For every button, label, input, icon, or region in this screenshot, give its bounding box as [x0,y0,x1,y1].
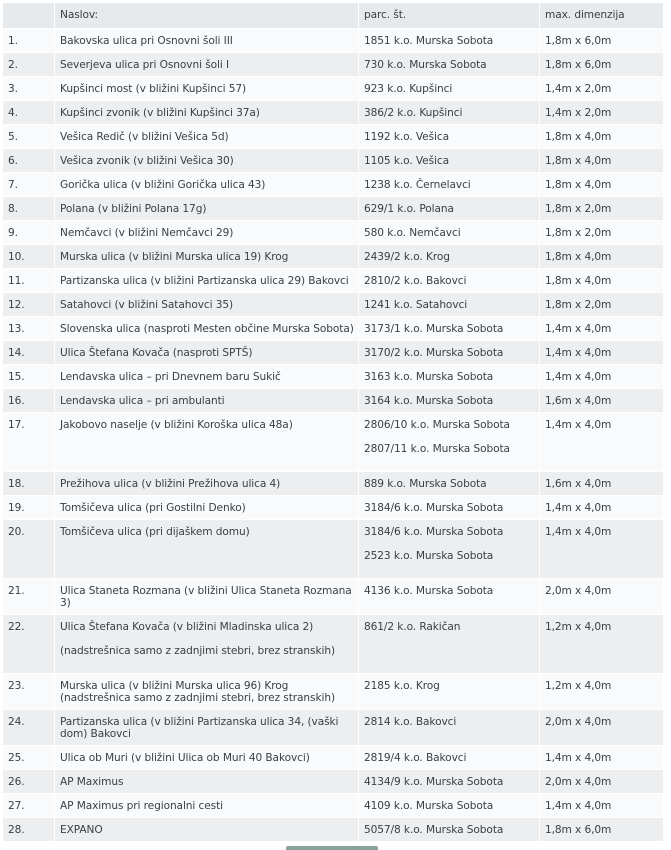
table-row [3,674,664,710]
parcel-line: 1105 k.o. Vešica [364,155,449,167]
parcel-line: 1851 k.o. Murska Sobota [364,35,494,47]
table-row [3,615,664,674]
row-number: 23. [3,674,55,710]
row-parcel [359,149,540,173]
address-line: Ulica Štefana Kovača (v bližini Mladinska ulica 2) [60,621,314,633]
address-line: EXPANO [60,824,103,836]
table-row [3,496,664,520]
address-line: Jakobovo naselje (v bližini Koroška ulica 48a) [60,419,293,431]
table-row [3,173,664,197]
row-dimension: 1,4m x 4,0m [540,496,664,520]
parcel-line: 861/2 k.o. Rakičan [364,621,461,633]
row-address [55,496,359,520]
row-dimension: 1,8m x 4,0m [540,125,664,149]
parcel-line: 2523 k.o. Murska Sobota [364,550,494,562]
row-dimension: 1,8m x 4,0m [540,149,664,173]
row-number: 26. [3,770,55,794]
row-address [55,770,359,794]
row-parcel [359,77,540,101]
row-parcel [359,125,540,149]
row-parcel [359,269,540,293]
row-address [55,197,359,221]
parcel-line: 1241 k.o. Satahovci [364,299,468,311]
address-line: Ulica ob Muri (v bližini Ulica ob Muri 40 Bakovci) [60,752,310,764]
row-number: 13. [3,317,55,341]
table-row [3,29,664,53]
table-row [3,818,664,842]
address-line: Polana (v bližini Polana 17g) [60,203,207,215]
row-dimension: 1,2m x 4,0m [540,674,664,710]
bus-shelter-table [2,2,664,842]
parcel-line: 1238 k.o. Černelavci [364,179,471,191]
row-parcel [359,746,540,770]
row-address [55,53,359,77]
row-number: 11. [3,269,55,293]
row-dimension: 1,4m x 4,0m [540,413,664,472]
row-address [55,818,359,842]
table-row [3,269,664,293]
parcel-line: 4134/9 k.o. Murska Sobota [364,776,504,788]
row-parcel [359,674,540,710]
table-row [3,77,664,101]
row-number: 21. [3,579,55,615]
row-dimension: 1,8m x 4,0m [540,173,664,197]
address-line: Ulica Staneta Rozmana (v bližini Ulica Staneta Rozmana 3) [60,585,352,609]
row-parcel [359,496,540,520]
parcel-line: 2439/2 k.o. Krog [364,251,450,263]
address-line: Partizanska ulica (v bližini Partizanska ulica 29) Bakovci [60,275,349,287]
row-dimension: 1,8m x 2,0m [540,197,664,221]
row-address [55,365,359,389]
row-number: 5. [3,125,55,149]
parcel-line: 2185 k.o. Krog [364,680,440,692]
row-number: 18. [3,472,55,496]
row-dimension: 2,0m x 4,0m [540,710,664,746]
row-parcel [359,818,540,842]
row-dimension: 1,6m x 4,0m [540,472,664,496]
parcel-line: 2810/2 k.o. Bakovci [364,275,467,287]
address-line: Tomšičeva ulica (pri dijaškem domu) [60,526,250,538]
row-dimension: 1,8m x 4,0m [540,245,664,269]
row-address [55,269,359,293]
row-parcel [359,221,540,245]
row-number: 14. [3,341,55,365]
address-line: Tomšičeva ulica (pri Gostilni Denko) [60,502,246,514]
row-dimension: 1,4m x 4,0m [540,520,664,579]
row-dimension: 2,0m x 4,0m [540,579,664,615]
parcel-line: 580 k.o. Nemčavci [364,227,461,239]
row-number: 7. [3,173,55,197]
row-number: 2. [3,53,55,77]
address-line: Kupšinci zvonik (v bližini Kupšinci 37a) [60,107,260,119]
row-address [55,579,359,615]
header-number [3,3,55,29]
address-line: Murska ulica (v bližini Murska ulica 19) Krog [60,251,289,263]
row-address [55,746,359,770]
row-address [55,389,359,413]
row-number: 8. [3,197,55,221]
row-parcel [359,413,540,472]
address-line: Satahovci (v bližini Satahovci 35) [60,299,234,311]
row-number: 9. [3,221,55,245]
row-parcel [359,173,540,197]
row-number: 15. [3,365,55,389]
address-line: Slovenska ulica (nasproti Mesten občine Murska Sobota) [60,323,354,335]
table-header-row [3,3,664,29]
row-address [55,794,359,818]
row-number: 24. [3,710,55,746]
row-dimension: 1,8m x 4,0m [540,269,664,293]
row-dimension: 1,4m x 4,0m [540,341,664,365]
row-address [55,615,359,674]
row-parcel [359,710,540,746]
address-line: Kupšinci most (v bližini Kupšinci 57) [60,83,247,95]
row-number: 17. [3,413,55,472]
parcel-line: 4109 k.o. Murska Sobota [364,800,494,812]
table-row [3,365,664,389]
table-row [3,149,664,173]
row-dimension: 1,8m x 2,0m [540,293,664,317]
address-line: Ulica Štefana Kovača (nasproti SPTŠ) [60,347,253,359]
row-dimension: 1,4m x 4,0m [540,317,664,341]
address-line: Lendavska ulica – pri ambulanti [60,395,225,407]
parcel-line: 3184/6 k.o. Murska Sobota [364,502,504,514]
row-address [55,341,359,365]
row-parcel [359,341,540,365]
header-dimension: max. dimenzija [540,3,664,29]
row-dimension: 1,2m x 4,0m [540,615,664,674]
address-line: Prežihova ulica (v bližini Prežihova ulica 4) [60,478,281,490]
header-address: Naslov: [55,3,359,29]
row-address [55,710,359,746]
address-line: Vešica Redič (v bližini Vešica 5d) [60,131,229,143]
row-number: 22. [3,615,55,674]
parcel-line: 386/2 k.o. Kupšinci [364,107,463,119]
address-line: Murska ulica (v bližini Murska ulica 96) Krog (nadstrešnica samo z zadnjimi stebri, brez stranskih) [60,680,335,704]
row-number: 6. [3,149,55,173]
row-address [55,293,359,317]
row-dimension: 1,4m x 2,0m [540,77,664,101]
table-row [3,101,664,125]
row-dimension: 1,6m x 4,0m [540,389,664,413]
row-number: 27. [3,794,55,818]
parcel-line: 629/1 k.o. Polana [364,203,454,215]
table-row [3,221,664,245]
row-parcel [359,317,540,341]
table-row [3,472,664,496]
parcel-line: 4136 k.o. Murska Sobota [364,585,494,597]
row-parcel [359,197,540,221]
row-dimension: 1,8m x 6,0m [540,53,664,77]
row-number: 16. [3,389,55,413]
parcel-line: 2806/10 k.o. Murska Sobota [364,419,510,431]
row-parcel [359,293,540,317]
table-row [3,197,664,221]
row-number: 19. [3,496,55,520]
table-row [3,520,664,579]
row-address [55,149,359,173]
parcel-line: 2814 k.o. Bakovci [364,716,457,728]
parcel-line: 730 k.o. Murska Sobota [364,59,487,71]
row-address [55,413,359,472]
address-line: AP Maximus pri regionalni cesti [60,800,223,812]
row-address [55,125,359,149]
parcel-line: 3164 k.o. Murska Sobota [364,395,494,407]
table-row [3,413,664,472]
parcel-line: 2819/4 k.o. Bakovci [364,752,467,764]
table-row [3,53,664,77]
row-parcel [359,615,540,674]
row-dimension: 1,8m x 2,0m [540,221,664,245]
address-line: Partizanska ulica (v bližini Partizanska ulica 34, (vaški dom) Bakovci [60,716,339,740]
row-number: 3. [3,77,55,101]
row-number: 4. [3,101,55,125]
parcel-line: 5057/8 k.o. Murska Sobota [364,824,504,836]
row-number: 12. [3,293,55,317]
address-line: Goričkа ulica (v bližini Gorička ulica 43) [60,179,266,191]
row-address [55,520,359,579]
row-parcel [359,579,540,615]
parcel-line: 923 k.o. Kupšinci [364,83,453,95]
parcel-line: 3184/6 k.o. Murska Sobota [364,526,504,538]
row-number: 25. [3,746,55,770]
row-number: 1. [3,29,55,53]
parcel-line: 2807/11 k.o. Murska Sobota [364,443,510,455]
row-parcel [359,53,540,77]
table-row [3,746,664,770]
row-parcel [359,101,540,125]
table-row [3,293,664,317]
row-dimension: 1,4m x 2,0m [540,101,664,125]
row-dimension: 1,4m x 4,0m [540,746,664,770]
table-row [3,245,664,269]
row-number: 28. [3,818,55,842]
row-parcel [359,520,540,579]
address-line: AP Maximus [60,776,124,788]
row-parcel [359,245,540,269]
address-line: Lendavska ulica – pri Dnevnem baru Sukič [60,371,281,383]
row-address [55,77,359,101]
table-row [3,389,664,413]
table-row [3,710,664,746]
table-row [3,341,664,365]
row-address [55,221,359,245]
scroll-indicator[interactable] [286,846,378,850]
table-row [3,579,664,615]
address-line: Severjeva ulica pri Osnovni šoli I [60,59,229,71]
row-dimension: 1,4m x 4,0m [540,365,664,389]
address-line: Nemčavci (v bližini Nemčavci 29) [60,227,234,239]
row-address [55,674,359,710]
parcel-line: 889 k.o. Murska Sobota [364,478,487,490]
parcel-line: 3173/1 k.o. Murska Sobota [364,323,504,335]
row-parcel [359,389,540,413]
parcel-line: 1192 k.o. Vešica [364,131,449,143]
row-parcel [359,794,540,818]
header-parcel: parc. št. [359,3,540,29]
parcel-line: 3163 k.o. Murska Sobota [364,371,494,383]
row-parcel [359,29,540,53]
row-dimension: 2,0m x 4,0m [540,770,664,794]
address-line: Vešica zvonik (v bližini Vešica 30) [60,155,234,167]
row-address [55,101,359,125]
row-dimension: 1,4m x 4,0m [540,794,664,818]
row-dimension: 1,8m x 6,0m [540,29,664,53]
row-address [55,245,359,269]
row-parcel [359,770,540,794]
table-row [3,317,664,341]
address-line: (nadstrešnica samo z zadnjimi stebri, brez stranskih) [60,645,335,657]
parcel-line: 3170/2 k.o. Murska Sobota [364,347,504,359]
row-address [55,29,359,53]
row-address [55,317,359,341]
address-line: Bakovska ulica pri Osnovni šoli III [60,35,233,47]
table-row [3,770,664,794]
table-row [3,125,664,149]
row-number: 10. [3,245,55,269]
table-row [3,794,664,818]
row-parcel [359,472,540,496]
row-parcel [359,365,540,389]
row-dimension: 1,8m x 6,0m [540,818,664,842]
row-address [55,472,359,496]
row-number: 20. [3,520,55,579]
row-address [55,173,359,197]
